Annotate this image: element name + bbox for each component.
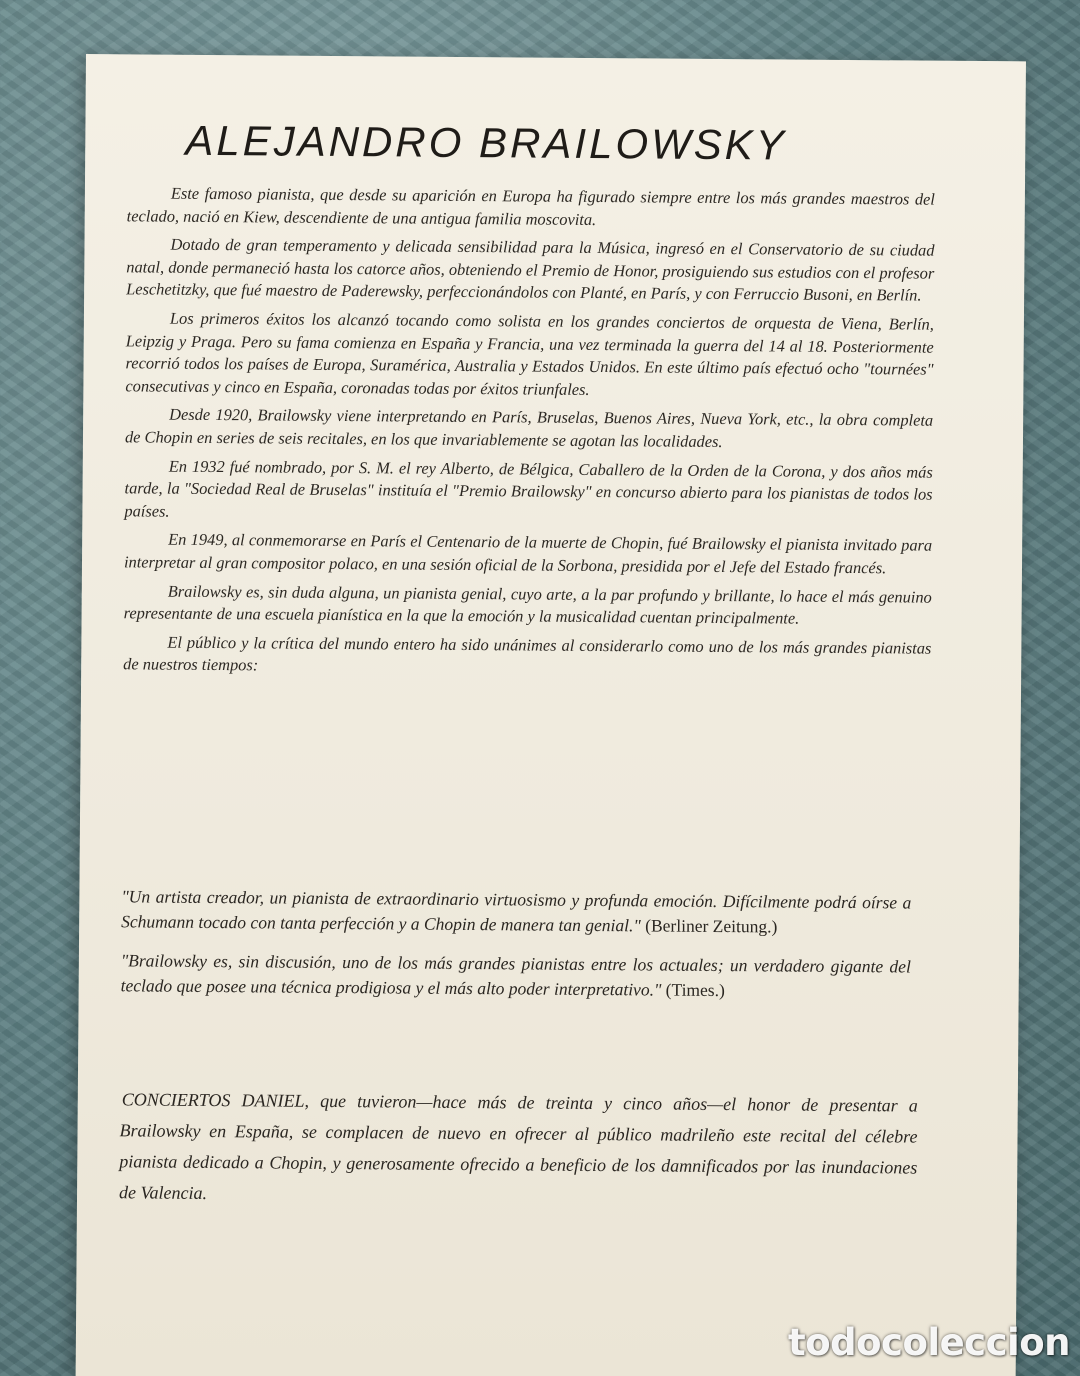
quote-text: "Brailowsky es, sin discusión, uno de los más grandes pianistas entre los actuales; un verdadero gigante del teclado que posee una técnica prodigiosa y el más alto poder interpretativo."	[120, 950, 911, 1000]
quote-text: "Un artista creador, un pianista de extraordinario virtuosismo y profunda emoción. Difícilmente podrá oírse a Schumann tocado con tanta perfección y a Chopin de manera tan genial."	[121, 886, 912, 936]
closing-paragraph: CONCIERTOS DANIEL, que tuvieron—hace más de treinta y cinco años—el honor de presentar a Brailowsky en España, se complacen de nuevo en ofrecer al público madrileño este recital del célebre pianista dedicado a Chopin, y generosamente ofrecido a beneficio de los damnificados por las inundaciones de Valencia.	[118, 1089, 918, 1203]
paragraph: Dotado de gran temperamento y delicada sensibilidad para la Música, ingresó en el Conservatorio de su ciudad natal, donde permaneció hasta los catorce años, obteniendo el Premio de Honor, prosiguiendo sus estudios con el profesor Leschetitzky, que fué maestro de Paderewsky, perfeccionándolos con Planté, en París, y con Ferruccio Busoni, en Berlín.	[126, 234, 935, 305]
page-title: ALEJANDRO BRAILOWSKY	[185, 116, 787, 169]
press-quotes	[120, 884, 911, 1018]
paragraph: Desde 1920, Brailowsky viene interpretando en París, Bruselas, Buenos Aires, Nueva York, etc., la obra completa de Chopin en series de seis recitales, en los que invariablemente se agotan las localidades.	[124, 405, 934, 451]
paragraph: El público y la crítica del mundo entero ha sido unánimes al considerarlo como uno de los más grandes pianistas de nuestros tiempos:	[123, 632, 932, 675]
biography-text	[123, 182, 935, 688]
paragraph: En 1932 fué nombrado, por S. M. el rey Alberto, de Bélgica, Caballero de la Orden de la Corona, y dos años más tarde, la "Sociedad Real de Bruselas" instituía el "Premio Brailowsky" en concurso abierto para los pianistas de todos los países.	[124, 456, 933, 521]
press-quote	[121, 884, 911, 940]
paragraph: En 1949, al conmemorarse en París el Centenario de la muerte de Chopin, fué Brailowsky el pianista invitado para interpretar al gran compositor polaco, en una sesión oficial de la Sorbona, presidida por el Jefe del Estado francés.	[123, 529, 933, 578]
paragraph: Brailowsky es, sin duda alguna, un pianista genial, cuyo arte, a la par profundo y brillante, lo hace el más genuino representante de una escuela pianística en la que la emoción y la musicalidad cuentan principalmente.	[123, 581, 932, 628]
quote-source: (Berliner Zeitung.)	[645, 915, 778, 937]
paragraph: Los primeros éxitos los alcanzó tocando como solista en los grandes conciertos de orquesta de Viena, Berlín, Leipzig y Praga. Pero su fama comienza en España y Francia, una vez terminada la guerra del 14 al 18. Posteriormente recorrió todos los países de Europa, Suramérica, Australia y Estados Unidos. En este último país efectuó ocho "tournées" consecutivas y cinco en España, coronadas todas por éxitos triunfales.	[125, 308, 934, 399]
program-sheet	[76, 54, 1026, 1376]
paragraph: Este famoso pianista, que desde su aparición en Europa ha figurado siempre entre los más grandes maestros del teclado, nació en Kiew, descendiente de una antigua familia moscovita.	[126, 183, 935, 229]
press-quote	[121, 948, 911, 1004]
watermark: todocoleccion	[788, 1321, 1070, 1364]
quote-source: (Times.)	[665, 979, 725, 1001]
